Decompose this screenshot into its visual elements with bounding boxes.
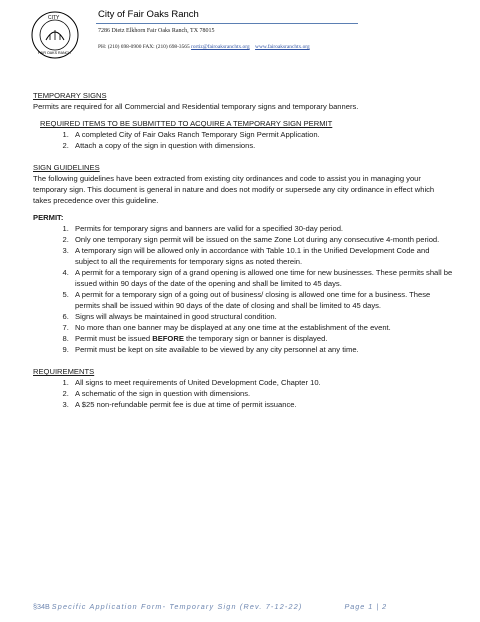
list-item: 8. Permit must be issued BEFORE the temporary sign or banner is displayed. [71,333,453,344]
permit-heading: PERMIT: [33,213,64,222]
list-item: 1. A completed City of Fair Oaks Ranch Temporary Sign Permit Application. [71,129,453,140]
list-item: 2. Attach a copy of the sign in question with dimensions. [71,140,453,151]
before-emphasis: BEFORE [152,334,184,343]
required-items-heading: REQUIRED ITEMS TO BE SUBMITTED TO ACQUIRE A TEMPORARY SIGN PERMIT [40,119,333,128]
temporary-signs-heading: TEMPORARY SIGNS [33,91,107,100]
list-item: 1. All signs to meet requirements of United Development Code, Chapter 10. [71,377,453,388]
website-link[interactable]: www.fairoaksranchtx.org [255,44,310,50]
city-seal-logo [30,10,80,60]
list-item: 4. A permit for a temporary sign of a grand opening is allowed one time for new businesses. These permits shall be issued within 90 days of the date of the opening and shall be limited to 45 days. [71,267,453,289]
list-item: 2. A schematic of the sign in question with dimensions. [71,388,453,399]
required-items-list [33,129,453,151]
phone-fax: PH: (210) 698-0900 FAX: (210) 698-3565 [98,44,192,50]
permit-list [33,223,453,355]
requirements-list [33,377,453,410]
page-number: Page 1 | 2 [344,602,388,611]
list-item: 3. A temporary sign will be allowed only in accordance with Table 10.1 in the Unified Development Code and subject to all the requirements for temporary signs as noted therein. [71,245,453,267]
list-item: 3. A $25 non-refundable permit fee is due at time of permit issuance. [71,399,453,410]
temporary-signs-text: Permits are required for all Commercial and Residential temporary signs and temporary banners. [33,102,359,111]
page-footer [33,602,387,611]
list-item: 7. No more than one banner may be displayed at any one time at the establishment of the event. [71,322,453,333]
list-item: 1. Permits for temporary signs and banners are valid for a specified 30-day period. [71,223,453,234]
sign-guidelines-text: The following guidelines have been extracted from existing city ordinances and code to assist you in managing your temporary sign. This document is general in nature and does not modify or supersede any city ordinance in effect which takes precedence over this guideline. [33,174,435,205]
contact-line [98,44,310,50]
document-body [33,90,453,410]
sign-guidelines-heading: SIGN GUIDELINES [33,163,100,172]
city-address: 7286 Dietz Elkhorn Fair Oaks Ranch, TX 78015 [98,28,215,34]
form-name: Specific Application Form- Temporary Sign (Rev. 7-12-22) [51,602,303,611]
svg-text:FAIR OAKS RANCH: FAIR OAKS RANCH [38,51,71,55]
list-item: 2. Only one temporary sign permit will be issued on the same Zone Lot during any consecutive 4-month period. [71,234,453,245]
email-link[interactable]: rortiz@fairoaksranchtx.org [191,44,250,50]
form-id: §34B [33,602,52,611]
svg-text:CITY: CITY [48,15,60,21]
list-item: 6. Signs will always be maintained in good structural condition. [71,311,453,322]
city-title: City of Fair Oaks Ranch [98,9,199,20]
list-item: 9. Permit must be kept on site available to be viewed by any city personnel at any time. [71,344,453,355]
list-item: 5. A permit for a temporary sign of a going out of business/ closing is allowed one time for a business. These permits shall be issued within 90 days of the date of closing and shall be limited to 45 days. [71,289,453,311]
requirements-heading: REQUIREMENTS [33,367,95,376]
header-divider [96,23,358,24]
